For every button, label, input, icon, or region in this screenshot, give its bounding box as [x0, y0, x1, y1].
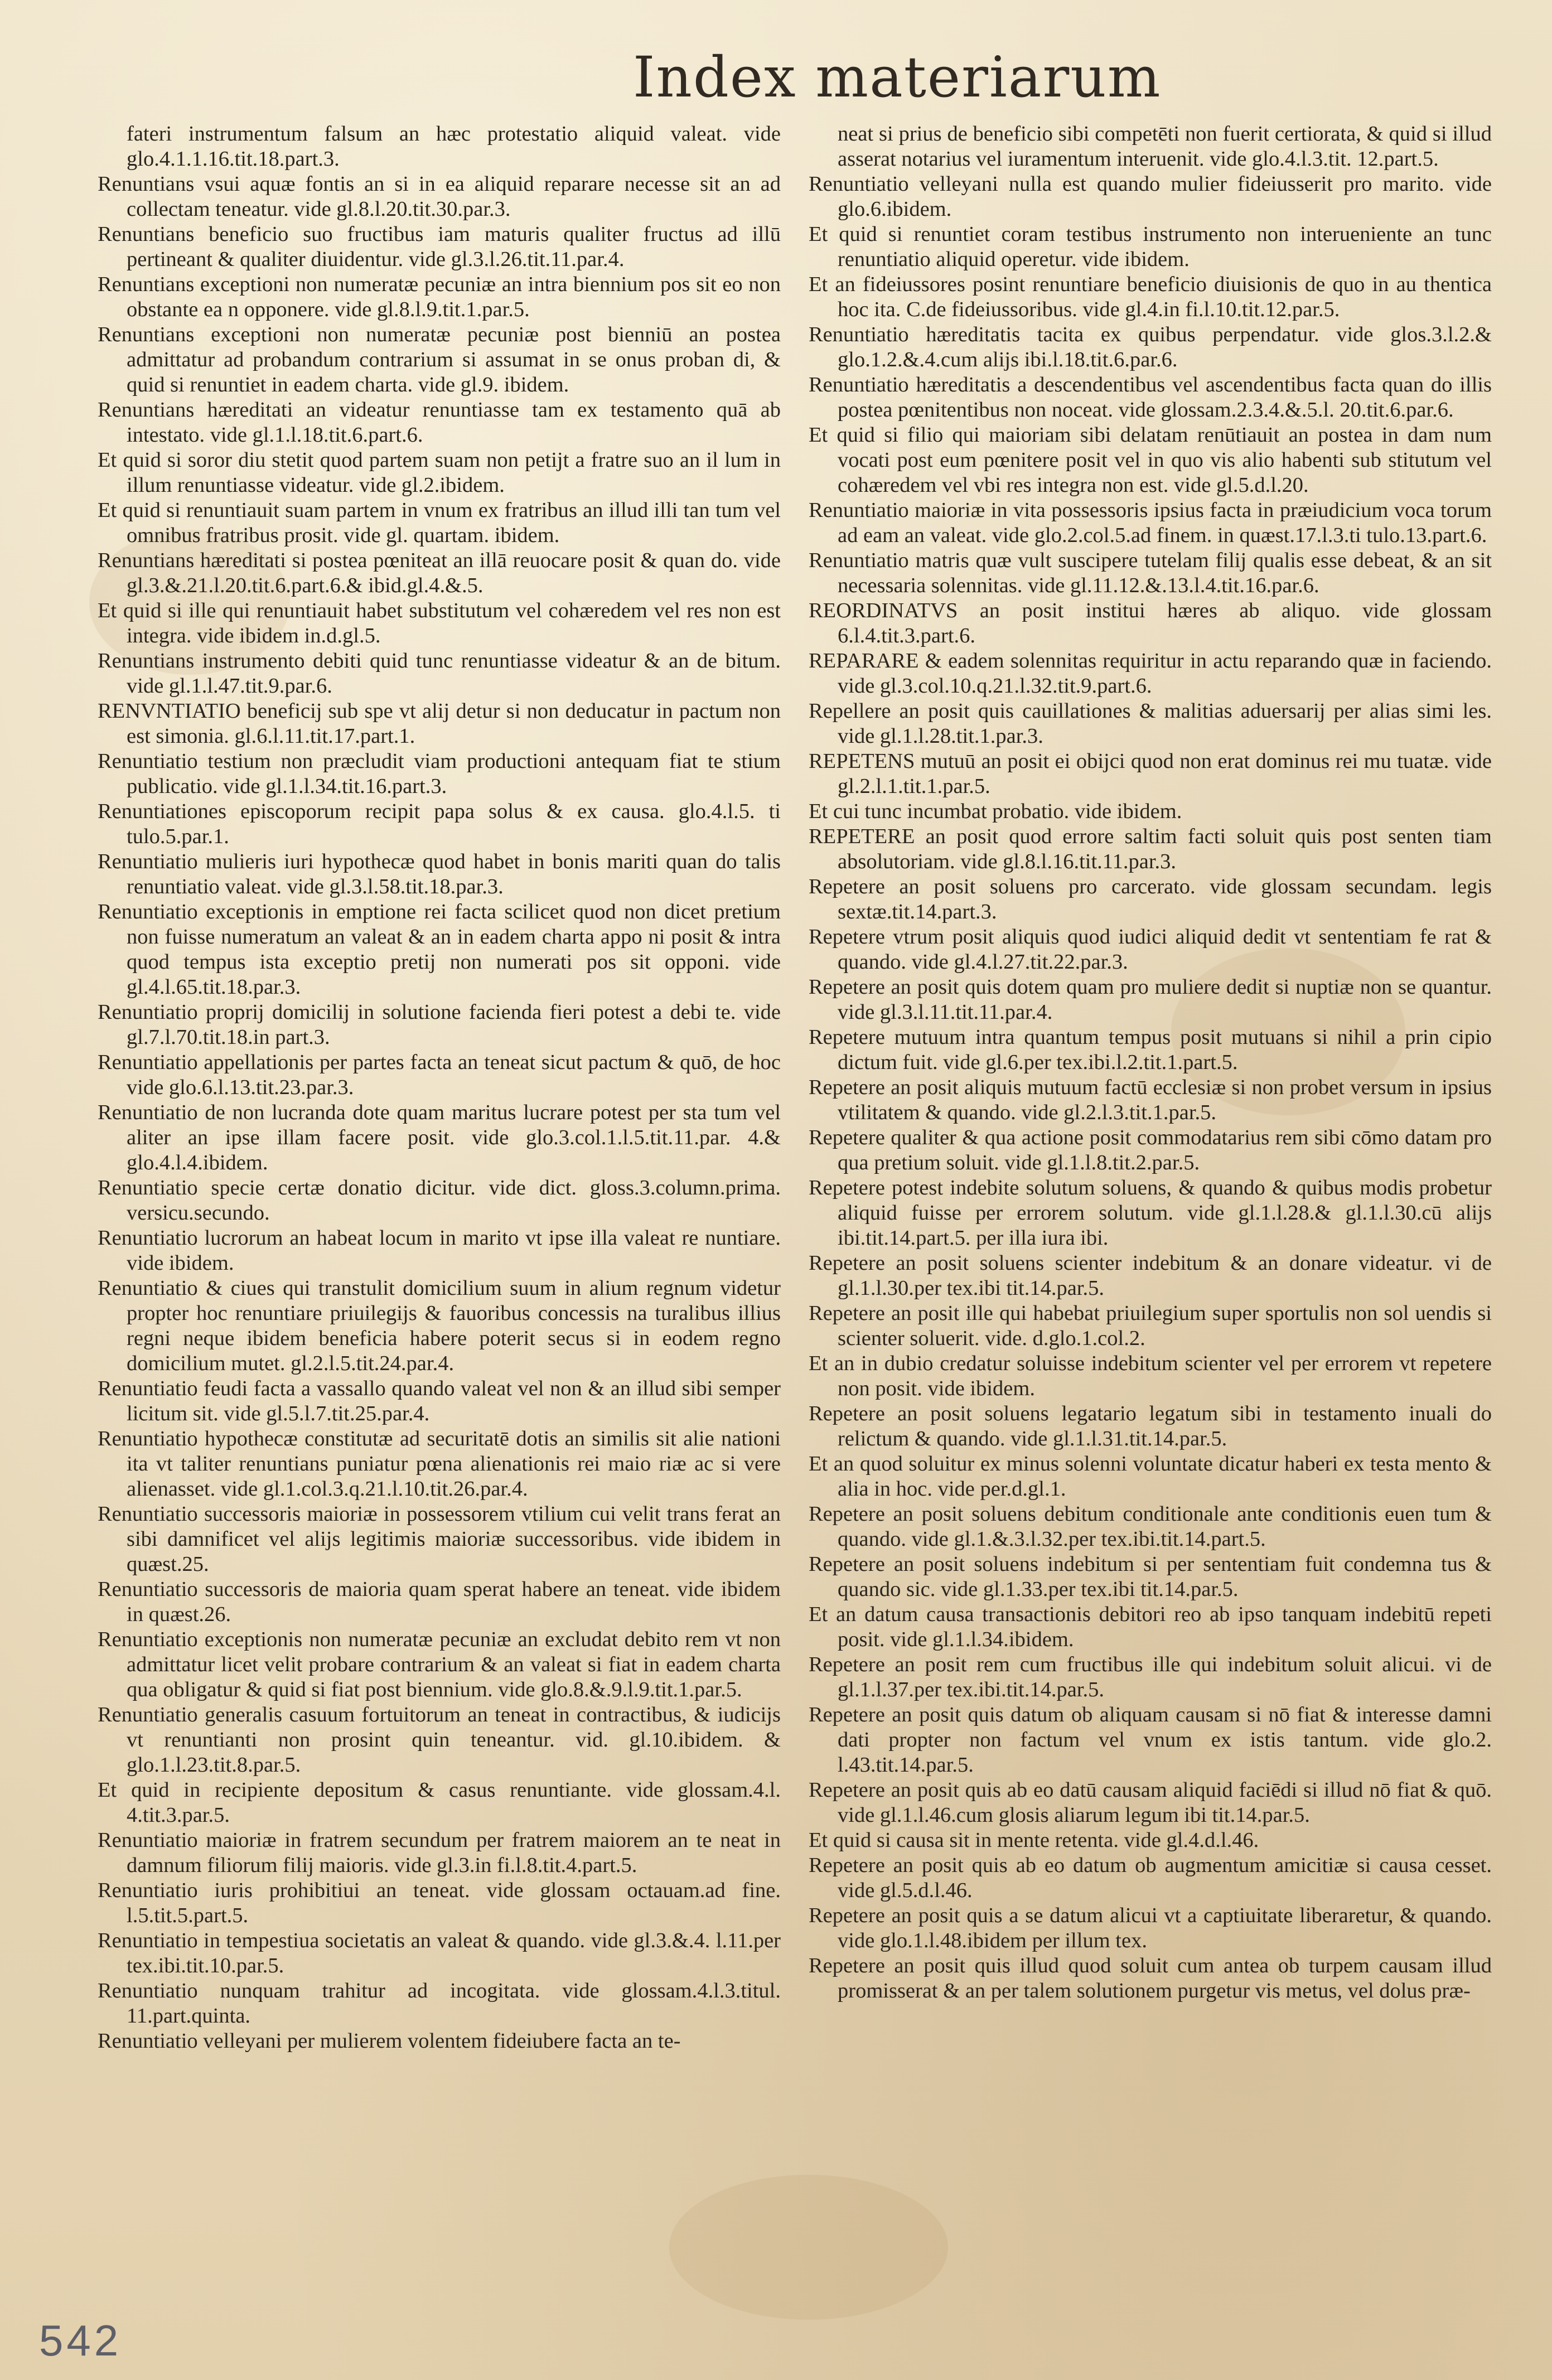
index-entry: Et quid si renuntiet coram testibus instrumento non interueniente an tunc renuntiatio aliquid operetur. vide ibidem. [809, 222, 1492, 271]
index-entry: Renuntiatio exceptionis in emptione rei facta scilicet quod non dicet pretium non fuisse numeratum an valeat & an in eadem charta appo ni posit & intra quod tempus ista exceptio pretij non numerati pos sit opponi. vide gl.4.l.65.tit.18.par.3. [98, 900, 781, 999]
index-entry: Repetere an posit aliquis mutuum factū ecclesiæ si non probet versum in ipsius vtilitatem & quando. vide gl.2.l.3.tit.1.par.5. [809, 1076, 1492, 1124]
index-entry: Et an quod soluitur ex minus solenni voluntate dicatur haberi ex testa mento & alia in hoc. vide per.d.gl.1. [809, 1452, 1492, 1501]
index-entry: Repetere an posit quis a se datum alicui vt a captiuitate liberaretur, & quando. vide glo.1.l.48.ibidem per illum tex. [809, 1904, 1492, 1952]
index-entry: Repetere an posit soluens scienter indebitum & an donare videatur. vi de gl.1.l.30.per tex.ibi tit.14.par.5. [809, 1251, 1492, 1300]
index-entry: Et quid si filio qui maioriam sibi delatam renūtiauit an postea in dam num vocati post eum pœnitere posit vel in quo vis alio habenti sub stitutum vel cohæredem vel vbi res integra non est. vide gl.5.d.l.20. [809, 423, 1492, 497]
index-entry: Renuntiatio proprij domicilij in solutione facienda fieri potest a debi te. vide gl.7.l.70.tit.18.in part.3. [98, 1000, 781, 1049]
index-entry: REPETENS mutuū an posit ei obijci quod non erat dominus rei mu tuatæ. vide gl.2.l.1.tit.1.par.5. [809, 749, 1492, 798]
index-entry: Repetere vtrum posit aliquis quod iudici aliquid dedit vt sententiam fe rat & quando. vide gl.4.l.27.tit.22.par.3. [809, 925, 1492, 974]
index-entry: Et an datum causa transactionis debitori reo ab ipso tanquam indebitū repeti posit. vide gl.1.l.34.ibidem. [809, 1603, 1492, 1651]
index-entry: Et cui tunc incumbat probatio. vide ibidem. [809, 800, 1182, 823]
index-entry: Repetere an posit soluens debitum conditionale ante conditionis euen tum & quando. vide gl.1.&.3.l.32.per tex.ibi.tit.14.part.5. [809, 1502, 1492, 1551]
index-entry: Repetere an posit quis illud quod soluit cum antea ob turpem causam illud promisserat & an per talem solutionem purgetur vis metus, vel dolus præ- [809, 1954, 1492, 2002]
index-entry: REORDINATVS an posit institui hæres ab aliquo. vide glossam 6.l.4.tit.3.part.6. [809, 599, 1492, 647]
index-entry: Et quid si renuntiauit suam partem in vnum ex fratribus an illud illi tan tum vel omnibus fratribus prosit. vide gl. quartam. ibidem. [98, 499, 781, 547]
index-entry: Renuntiatio generalis casuum fortuitorum an teneat in contractibus, & iudicijs vt renuntianti non prosint quin teneantur. vid. gl.10.ibidem. & glo.1.l.23.tit.8.par.5. [98, 1703, 781, 1777]
index-entry: Renuntiatio hypothecæ constitutæ ad securitatē dotis an similis sit alie nationi ita vt taliter renuntians puniatur pœna alienationis rei maio riæ ac si vere alienasset. vide gl.1.col.3.q.21.l.10.tit.26.par.4. [98, 1427, 781, 1501]
index-entry: Repetere an posit quis dotem quam pro muliere dedit si nuptiæ non se quantur. vide gl.3.l.11.tit.11.par.4. [809, 975, 1492, 1024]
index-entry: Renuntiatio exceptionis non numeratæ pecuniæ an excludat debito rem vt non admittatur licet velit probare contrarium & an valeat si fiat in eadem charta qua obligatur & quid si fiat post biennium. vide glo.8.&.9.l.9.tit.1.par.5. [98, 1628, 781, 1701]
index-entry: Renuntiatio iuris prohibitiui an teneat. vide glossam octauam.ad fine. l.5.tit.5.part.5. [98, 1879, 781, 1927]
index-entry: neat si prius de beneficio sibi competēti non fuerit certiorata, & quid si illud asserat notarius vel iuramentum interuenit. vide glo.4.l.3.tit. 12.part.5. [838, 122, 1492, 171]
index-entry: Renuntians exceptioni non numeratæ pecuniæ an intra biennium pos sit eo non obstante ea n opponere. vide gl.8.l.9.tit.1.par.5. [98, 273, 781, 321]
index-entry: Renuntiatio hæreditatis tacita ex quibus perpendatur. vide glos.3.l.2.& glo.1.2.&.4.cum alijs ibi.l.18.tit.6.par.6. [809, 323, 1492, 371]
index-entry: Repetere an posit soluens indebitum si per sententiam fuit condemna tus & quando sic. vide gl.1.33.per tex.ibi tit.14.par.5. [809, 1552, 1492, 1601]
index-entry: Et quid si soror diu stetit quod partem suam non petijt a fratre suo an il lum in illum renuntiasse videatur. vide gl.2.ibidem. [98, 448, 781, 497]
index-entry: Repetere an posit quis datum ob aliquam causam si nō fiat & interesse damni dati propter non factum vel vnum ex istis tantum. vide glo.2. l.43.tit.14.par.5. [809, 1703, 1492, 1777]
index-entry: Renuntiatio velleyani per mulierem volentem fideiubere facta an te- [98, 2029, 681, 2053]
index-column-right [809, 122, 1492, 2004]
index-entry: Renuntiatio nunquam trahitur ad incogitata. vide glossam.4.l.3.titul. 11.part.quinta. [98, 1979, 781, 2028]
index-column-left [98, 122, 781, 2054]
index-entry: Repetere an posit quis ab eo datum ob augmentum amicitiæ si causa cesset. vide gl.5.d.l.46. [809, 1854, 1492, 1902]
index-entry: Renuntiatio in tempestiua societatis an valeat & quando. vide gl.3.&.4. l.11.per tex.ibi.tit.10.par.5. [98, 1929, 781, 1977]
index-entry: REPETERE an posit quod errore saltim facti soluit quis post senten tiam absolutoriam. vide gl.8.l.16.tit.11.par.3. [809, 825, 1492, 873]
index-entry: REPARARE & eadem solennitas requiritur in actu reparando quæ in faciendo. vide gl.3.col.10.q.21.l.32.tit.9.part.6. [809, 649, 1492, 698]
index-entry: Renuntiatio & ciues qui transtulit domicilium suum in alium regnum videtur propter hoc renuntiare priuilegijs & fauoribus concessis na turalibus illius regni neque ibidem beneficia habere poterit secus si in eodem regno domicilium mutet. gl.2.l.5.tit.24.par.4. [98, 1276, 781, 1375]
index-entry: Repetere mutuum intra quantum tempus posit mutuans si nihil a prin cipio dictum fuit. vide gl.6.per tex.ibi.l.2.tit.1.part.5. [809, 1025, 1492, 1074]
index-entry: Repetere qualiter & qua actione posit commodatarius rem sibi cōmo datam pro qua pretium soluit. vide gl.1.l.8.tit.2.par.5. [809, 1126, 1492, 1174]
index-entry: Repellere an posit quis cauillationes & malitias aduersarij per alias simi les. vide gl.1.l.28.tit.1.par.3. [809, 699, 1492, 748]
index-entry: Renuntiatio appellationis per partes facta an teneat sicut pactum & quō, de hoc vide glo.6.l.13.tit.23.par.3. [98, 1051, 781, 1099]
index-entry: Renuntiatio de non lucranda dote quam maritus lucrare potest per sta tum vel aliter an ipse illam facere posit. vide glo.3.col.1.l.5.tit.11.par. 4.& glo.4.l.4.ibidem. [98, 1101, 781, 1174]
index-entry: Et an fideiussores posint renuntiare beneficio diuisionis de quo in au thentica hoc ita. C.de fideiussoribus. vide gl.4.in fi.l.10.tit.12.par.5. [809, 273, 1492, 321]
index-entry: Et quid si ille qui renuntiauit habet substitutum vel cohæredem vel res non est integra. vide ibidem in.d.gl.5. [98, 599, 781, 647]
index-entry: Renuntiatio successoris de maioria quam sperat habere an teneat. vide ibidem in quæst.26. [98, 1578, 781, 1626]
index-entry: Renuntians exceptioni non numeratæ pecuniæ post bienniū an postea admittatur ad probandum contrarium si assumat in se onus proban di, & quid si renuntiet in eadem charta. vide gl.9. ibidem. [98, 323, 781, 396]
index-entry: Renuntians hæreditati si postea pœniteat an illā reuocare posit & quan do. vide gl.3.&.21.l.20.tit.6.part.6.& ibid.gl.4.&.5. [98, 549, 781, 597]
index-entry: Et quid in recipiente depositum & casus renuntiante. vide glossam.4.l. 4.tit.3.par.5. [98, 1778, 781, 1827]
index-entry: Repetere an posit soluens pro carcerato. vide glossam secundam. legis sextæ.tit.14.part.3. [809, 875, 1492, 923]
index-entry: RENVNTIATIO beneficij sub spe vt alij detur si non deducatur in pactum non est simonia. gl.6.l.11.tit.17.part.1. [98, 699, 781, 748]
index-entry: Et quid si causa sit in mente retenta. vide gl.4.d.l.46. [809, 1828, 1259, 1852]
index-entry: Renuntiatio hæreditatis a descendentibus vel ascendentibus facta quan do illis postea pœnitentibus non noceat. vide glossam.2.3.4.&.5.l. 20.tit.6.par.6. [809, 373, 1492, 422]
index-entry: Renuntiatio velleyani nulla est quando mulier fideiusserit pro marito. vide glo.6.ibidem. [809, 172, 1492, 221]
index-entry: Renuntiatio maioriæ in fratrem secundum per fratrem maiorem an te neat in damnum filiorum filij maioris. vide gl.3.in fi.l.8.tit.4.part.5. [98, 1828, 781, 1877]
index-entry: Et an in dubio credatur soluisse indebitum scienter vel per errorem vt repetere non posit. vide ibidem. [809, 1352, 1492, 1400]
index-entry: Renuntiatio successoris maioriæ in possessorem vtilium cui velit trans ferat an sibi damnificet vel alijs legitimis maioriæ successoribus. vide ibidem in quæst.25. [98, 1502, 781, 1576]
page-number-handwritten: 542 [39, 2316, 122, 2365]
index-entry: Renuntiatio feudi facta a vassallo quando valeat vel non & an illud sibi semper licitum sit. vide gl.5.l.7.tit.25.par.4. [98, 1377, 781, 1425]
index-entry: Renuntiatio testium non præcludit viam productioni antequam fiat te stium publicatio. vide gl.1.l.34.tit.16.part.3. [98, 749, 781, 798]
index-entry: Renuntians instrumento debiti quid tunc renuntiasse videatur & an de bitum. vide gl.1.l.47.tit.9.par.6. [98, 649, 781, 698]
index-entry: Renuntians beneficio suo fructibus iam maturis qualiter fructus ad illū pertineant & qualiter diuidentur. vide gl.3.l.26.tit.11.par.4. [98, 222, 781, 271]
index-entry: Renuntiatio mulieris iuri hypothecæ quod habet in bonis mariti quan do talis renuntiatio valeat. vide gl.3.l.58.tit.18.par.3. [98, 850, 781, 898]
index-entry: Renuntiatio maioriæ in vita possessoris ipsius facta in præiudicium voca torum ad eam an valeat. vide glo.2.col.5.ad finem. in quæst.17.l.3.ti tulo.13.part.6. [809, 499, 1492, 547]
index-entry: Renuntiatio matris quæ vult suscipere tutelam filij qualis esse debeat, & an sit necessaria solennitas. vide gl.11.12.&.13.l.4.tit.16.par.6. [809, 549, 1492, 597]
index-entry: Repetere an posit rem cum fructibus ille qui indebitum soluit alicui. vi de gl.1.l.37.per tex.ibi.tit.14.par.5. [809, 1653, 1492, 1701]
page-title: Index materiarum [633, 45, 1162, 110]
index-entry: Repetere an posit ille qui habebat priuilegium super sportulis non sol uendis si scienter soluerit. vide. d.glo.1.col.2. [809, 1302, 1492, 1350]
index-entry: Renuntiatio specie certæ donatio dicitur. vide dict. gloss.3.column.prima. versicu.secundo. [98, 1176, 781, 1225]
index-entry: Repetere an posit soluens legatario legatum sibi in testamento inuali do relictum & quando. vide gl.1.l.31.tit.14.par.5. [809, 1402, 1492, 1450]
index-entry: Renuntiationes episcoporum recipit papa solus & ex causa. glo.4.l.5. ti tulo.5.par.1. [98, 800, 781, 848]
index-entry: Renuntians vsui aquæ fontis an si in ea aliquid reparare necesse sit an ad collectam teneatur. vide gl.8.l.20.tit.30.par.3. [98, 172, 781, 221]
index-entry: Renuntiatio lucrorum an habeat locum in marito vt ipse illa valeat re nuntiare. vide ibidem. [98, 1226, 781, 1275]
paper-stain [669, 2175, 948, 2320]
index-entry: Repetere potest indebite solutum soluens, & quando & quibus modis probetur aliquid fuisse per errorem solutum. vide gl.1.l.28.& gl.1.l.30.cū alijs ibi.tit.14.part.5. per illa iura ibi. [809, 1176, 1492, 1250]
index-entry: Repetere an posit quis ab eo datū causam aliquid faciēdi si illud nō fiat & quō. vide gl.1.l.46.cum glosis aliarum legum ibi tit.14.par.5. [809, 1778, 1492, 1827]
index-entry: fateri instrumentum falsum an hæc protestatio aliquid valeat. vide glo.4.1.1.16.tit.18.part.3. [127, 122, 781, 171]
index-entry: Renuntians hæreditati an videatur renuntiasse tam ex testamento quā ab intestato. vide gl.1.l.18.tit.6.part.6. [98, 398, 781, 447]
